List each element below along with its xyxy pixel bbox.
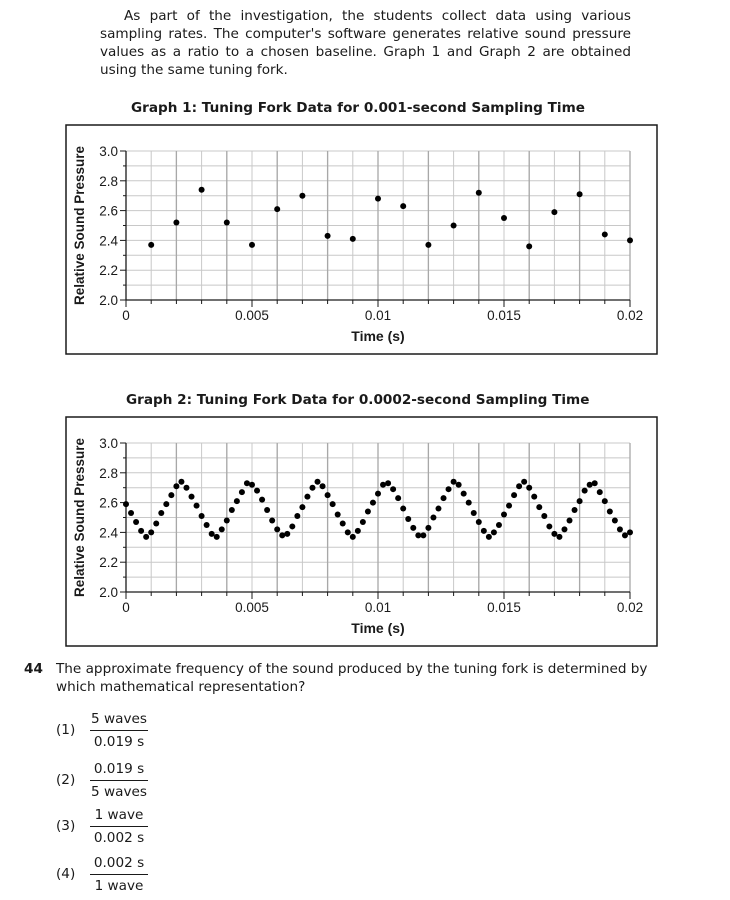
data-point: [506, 503, 512, 509]
data-point: [451, 223, 457, 229]
data-point: [577, 498, 583, 504]
data-point: [420, 532, 426, 538]
data-point: [536, 504, 542, 510]
data-point: [476, 190, 482, 196]
data-point: [501, 215, 507, 221]
intro-text: As part of the investigation, the students collect data using various sampling rates. The computer's software generates relative sound pressure values as a ratio to a chosen baseline. Graph 1 and Graph 2 are obtained using the same tuning fork.: [100, 8, 631, 78]
choice-4-fraction: [90, 854, 148, 895]
data-point: [183, 485, 189, 491]
question-44: [24, 660, 684, 696]
data-point: [148, 242, 154, 248]
data-point: [325, 233, 331, 239]
y-tick-label: 3.0: [99, 144, 118, 159]
data-point: [249, 242, 255, 248]
x-tick-label: 0.015: [487, 308, 521, 323]
choice-1[interactable]: [56, 710, 256, 756]
data-point: [405, 516, 411, 522]
y-tick-label: 2.0: [99, 293, 118, 308]
data-point: [612, 517, 618, 523]
fraction-bar: [90, 826, 148, 827]
data-point: [375, 491, 381, 497]
data-point: [274, 526, 280, 532]
fraction-bar: [90, 780, 148, 781]
data-point: [511, 492, 517, 498]
data-point: [244, 480, 250, 486]
data-point: [214, 534, 220, 540]
data-point: [239, 489, 245, 495]
y-tick-label: 2.6: [99, 495, 118, 511]
data-point: [577, 191, 583, 197]
data-point: [249, 482, 255, 488]
data-point: [199, 187, 205, 193]
data-point: [350, 236, 356, 242]
data-point: [289, 523, 295, 529]
data-point: [299, 193, 305, 199]
choice-2-fraction: [90, 760, 148, 801]
x-tick-label: 0.005: [235, 308, 269, 323]
x-tick-label: 0: [122, 308, 130, 323]
data-point: [173, 483, 179, 489]
x-tick-label: 0.005: [235, 600, 269, 615]
data-point: [435, 506, 441, 512]
data-point: [375, 196, 381, 202]
data-point: [627, 237, 633, 243]
data-point: [178, 479, 184, 485]
data-point: [264, 507, 270, 513]
data-point: [627, 529, 633, 535]
data-point: [541, 513, 547, 519]
y-tick-label: 3.0: [99, 436, 118, 451]
data-point: [592, 480, 598, 486]
choice-2[interactable]: [56, 760, 256, 806]
data-point: [501, 512, 507, 518]
data-point: [551, 531, 557, 537]
data-point: [521, 479, 527, 485]
data-point: [224, 220, 230, 226]
y-tick-label: 2.0: [99, 585, 118, 600]
data-point: [622, 532, 628, 538]
graph-2: [0, 412, 730, 682]
data-point: [425, 242, 431, 248]
choice-4[interactable]: [56, 854, 256, 900]
data-point: [360, 519, 366, 525]
data-point: [526, 243, 532, 249]
data-point: [526, 485, 532, 491]
choice-2-label: (2): [56, 772, 76, 788]
data-point: [274, 206, 280, 212]
data-point: [491, 529, 497, 535]
data-point: [325, 492, 331, 498]
choice-3-denominator: 0.002 s: [93, 830, 145, 846]
question-number: 44: [24, 661, 43, 677]
graph-frame: [66, 125, 657, 354]
data-point: [315, 479, 321, 485]
data-point: [133, 519, 139, 525]
y-axis-label: Relative Sound Pressure: [72, 437, 87, 598]
choice-3-numerator: 1 wave: [94, 807, 144, 823]
data-point: [572, 507, 578, 513]
data-point: [123, 501, 129, 507]
data-point: [395, 495, 401, 501]
x-tick-label: 0.02: [616, 308, 644, 323]
fraction-bar: [90, 874, 148, 875]
data-point: [304, 494, 310, 500]
grid: [126, 151, 630, 300]
choice-1-denominator: 0.019 s: [93, 734, 145, 750]
data-point: [204, 522, 210, 528]
choice-1-fraction: [90, 710, 148, 751]
data-point: [254, 488, 260, 494]
x-axis-label: Time (s): [351, 328, 405, 344]
choice-4-numerator: 0.002 s: [93, 855, 145, 871]
data-point: [496, 522, 502, 528]
data-point: [516, 483, 522, 489]
data-point: [158, 510, 164, 516]
data-point: [617, 526, 623, 532]
y-tick-label: 2.8: [99, 465, 118, 481]
data-point: [309, 485, 315, 491]
data-point: [461, 491, 467, 497]
data-point: [546, 523, 552, 529]
data-point: [168, 492, 174, 498]
y-tick-label: 2.4: [99, 525, 118, 541]
graph-frame: [66, 417, 657, 646]
data-point: [466, 500, 472, 506]
data-point: [320, 483, 326, 489]
fraction-bar: [90, 730, 148, 731]
data-point: [380, 482, 386, 488]
data-point: [224, 517, 230, 523]
data-point: [446, 486, 452, 492]
data-point: [486, 534, 492, 540]
x-tick-label: 0.01: [364, 600, 392, 615]
choice-2-numerator: 0.019 s: [93, 761, 145, 777]
data-point: [148, 529, 154, 535]
data-point: [425, 525, 431, 531]
data-point: [189, 494, 195, 500]
data-point: [451, 479, 457, 485]
intro-paragraph: [100, 7, 631, 79]
data-point: [365, 509, 371, 515]
graph-1: [0, 120, 730, 390]
data-point: [582, 488, 588, 494]
choice-4-label: (4): [56, 866, 76, 882]
data-point: [390, 486, 396, 492]
data-point: [173, 220, 179, 226]
data-point: [587, 482, 593, 488]
graph-2-title: Graph 2: Tuning Fork Data for 0.0002-second Sampling Time: [126, 392, 590, 408]
data-point: [194, 503, 200, 509]
data-point: [567, 517, 573, 523]
x-tick-label: 0.01: [364, 308, 392, 323]
data-point: [602, 231, 608, 237]
data-point: [556, 534, 562, 540]
data-point: [481, 528, 487, 534]
graph-1-title: Graph 1: Tuning Fork Data for 0.001-second Sampling Time: [131, 100, 585, 116]
data-point: [138, 528, 144, 534]
data-point: [299, 504, 305, 510]
data-point: [602, 498, 608, 504]
y-tick-label: 2.4: [99, 233, 118, 249]
data-point: [476, 519, 482, 525]
data-point: [597, 489, 603, 495]
data-point: [350, 534, 356, 540]
data-point: [294, 513, 300, 519]
y-tick-label: 2.6: [99, 203, 118, 219]
y-axis-label: Relative Sound Pressure: [72, 145, 87, 306]
data-point: [561, 526, 567, 532]
data-point: [345, 529, 351, 535]
x-tick-label: 0.015: [487, 600, 521, 615]
x-axis-label: Time (s): [351, 620, 405, 636]
data-point: [551, 209, 557, 215]
data-point: [456, 482, 462, 488]
data-point: [335, 512, 341, 518]
choice-1-label: (1): [56, 722, 76, 738]
data-point: [340, 520, 346, 526]
data-point: [370, 500, 376, 506]
data-point: [607, 509, 613, 515]
data-point: [400, 506, 406, 512]
choice-2-denominator: 5 waves: [91, 784, 147, 800]
data-point: [284, 531, 290, 537]
data-point: [355, 528, 361, 534]
choice-3-fraction: [90, 806, 148, 847]
data-point: [163, 501, 169, 507]
y-tick-label: 2.2: [99, 263, 118, 279]
data-point: [219, 526, 225, 532]
data-point: [330, 501, 336, 507]
question-text: The approximate frequency of the sound produced by the tuning fork is determined by which mathematical representation?: [56, 661, 648, 695]
data-point: [279, 532, 285, 538]
data-point: [143, 534, 149, 540]
choice-3[interactable]: [56, 806, 256, 852]
data-point: [209, 531, 215, 537]
data-point: [410, 525, 416, 531]
data-point: [199, 513, 205, 519]
data-point: [153, 520, 159, 526]
data-point: [531, 494, 537, 500]
data-point: [259, 497, 265, 503]
y-tick-label: 2.8: [99, 173, 118, 189]
choice-3-label: (3): [56, 818, 76, 834]
data-point: [128, 510, 134, 516]
data-point: [430, 515, 436, 521]
data-point: [441, 495, 447, 501]
data-point: [229, 507, 235, 513]
data-point: [269, 517, 275, 523]
choice-4-denominator: 1 wave: [94, 878, 144, 894]
data-point: [385, 480, 391, 486]
data-point: [400, 203, 406, 209]
y-tick-label: 2.2: [99, 555, 118, 571]
data-point: [471, 510, 477, 516]
x-tick-label: 0: [122, 600, 130, 615]
choice-1-numerator: 5 waves: [91, 711, 147, 727]
x-tick-label: 0.02: [616, 600, 644, 615]
data-point: [234, 498, 240, 504]
